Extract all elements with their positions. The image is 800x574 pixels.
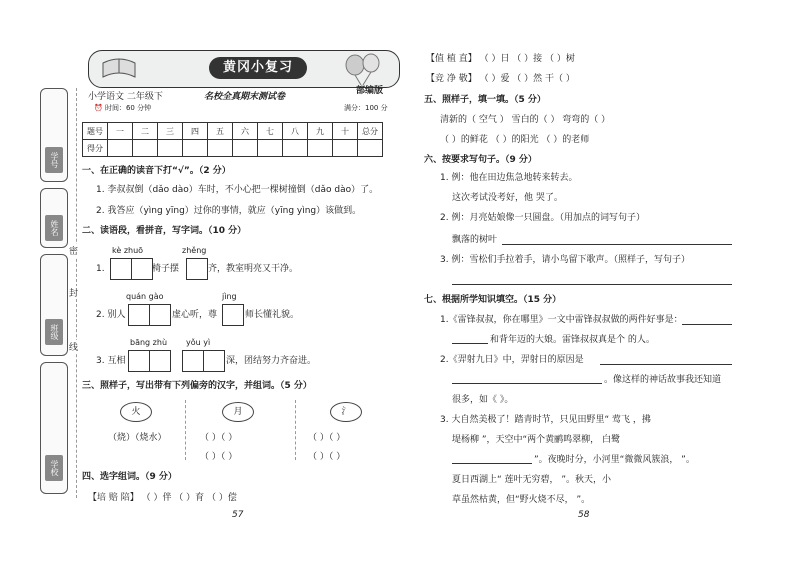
s6-question-2-fill: 飘落的树叶: [452, 235, 498, 245]
s5-row-1: 清新的（ 空气 ） 雪白的（ ） 弯弯的（ ）: [440, 115, 611, 125]
section-5-title: 五、照样子，填一填。（5 分）: [424, 95, 546, 105]
s4-row-1: 【培 赔 陪】 （ ）伴 （ ）育 （ ）偿: [88, 493, 237, 503]
score-cell: 二: [133, 123, 158, 140]
name-label: 姓名: [45, 215, 63, 241]
score-input[interactable]: [258, 140, 283, 157]
s4-row-2: 【值 植 直】 （ ）日 （ ）接 （ ）树: [426, 54, 575, 64]
student-id-box: [40, 88, 68, 182]
s6-question-2: 2. 例：月亮姑娘像一只圆盘。（用加点的词写句子）: [440, 213, 645, 223]
s2-q1-number: 1.: [96, 264, 105, 274]
page-number-right: 58: [578, 510, 590, 520]
section-3-title: 三、照样子，写出带有下列偏旁的汉字，并组词。（5 分）: [82, 381, 312, 391]
score-cell: 得分: [83, 140, 108, 157]
score-header-row: [83, 123, 383, 140]
score-value-row: [83, 140, 383, 157]
s7-question-3-line-4: 夏日西湖上“ 莲叶无穷碧， ”。秋天，小: [452, 475, 612, 485]
score-cell: 七: [258, 123, 283, 140]
pinyin-kezhuo: kè zhuō: [112, 246, 144, 255]
balloons-icon: [339, 53, 389, 85]
school-label: 学校: [45, 455, 63, 481]
score-cell: 五: [208, 123, 233, 140]
s2-q3-text-c: 深，团结努力齐奋进。: [226, 356, 317, 366]
s6-question-1: 1. 例：他在田边焦急地转来转去。: [440, 173, 578, 183]
s3-blank-water[interactable]: （ ）（ ）: [308, 433, 346, 443]
pinyin-bangzhu: bāng zhù: [130, 338, 168, 347]
write-box-jing[interactable]: [222, 304, 244, 326]
seal-char-mi: 密: [69, 244, 78, 257]
write-boxes-quangao[interactable]: [128, 304, 171, 326]
score-input[interactable]: [133, 140, 158, 157]
s2-q1-text-b: 齐，教室明亮又干净。: [208, 264, 299, 274]
time-limit: [94, 103, 151, 113]
answer-line[interactable]: [452, 343, 488, 344]
s7-question-2: 2.《羿射九日》中，羿射日的原因是: [440, 355, 584, 365]
answer-line[interactable]: [452, 463, 532, 464]
answer-line[interactable]: [502, 244, 732, 245]
s2-q1-text-a: 椅子摆: [152, 264, 180, 274]
score-input[interactable]: [183, 140, 208, 157]
s1-question-2: 2. 我答应（yìng yīng）过你的事情，就应（yīng yìng）该做到。: [96, 206, 362, 216]
seal-char-feng: 封: [69, 286, 78, 299]
binding-sidebar: [40, 88, 70, 498]
score-table: [82, 122, 383, 157]
time-limit-text: 时间：60 分钟: [104, 104, 152, 112]
pinyin-jing: jìng: [222, 292, 237, 301]
score-input[interactable]: [358, 140, 383, 157]
score-input[interactable]: [158, 140, 183, 157]
pinyin-quangao: quán gào: [126, 292, 164, 301]
section-2-title: 二、读语段，看拼音，写字词。（10 分）: [82, 226, 247, 236]
s7-question-2-example: 很多，如《 》。: [452, 395, 514, 405]
radical-water: 氵: [330, 402, 362, 422]
edition-label: 部编版: [356, 86, 384, 96]
s7-question-1-cont: 和背年迈的大娘。雷锋叔叔真是个 的人。: [490, 335, 655, 345]
write-boxes-bangzhu[interactable]: [128, 350, 171, 372]
s3-example: （烧）（烧水）: [108, 433, 167, 443]
score-input[interactable]: [283, 140, 308, 157]
section-1-title: 一、在正确的读音下打“√”。（2 分）: [82, 166, 231, 176]
s7-question-3-line-2: 堤杨柳 ”，天空中“两个黄鹂鸣翠柳， 白鹭: [452, 435, 621, 445]
score-cell: 六: [233, 123, 258, 140]
score-input[interactable]: [108, 140, 133, 157]
s7-question-1: 1.《雷锋叔叔，你在哪里》一文中雷锋叔叔做的两件好事是：: [440, 315, 683, 325]
pinyin-zheng: zhěng: [182, 246, 207, 255]
pinyin-youyi: yǒu yì: [186, 338, 211, 347]
s3-blank-moon-2[interactable]: （ ）（ ）: [200, 452, 238, 462]
score-cell: 四: [183, 123, 208, 140]
score-input[interactable]: [233, 140, 258, 157]
answer-line[interactable]: [600, 364, 732, 365]
s2-q2-text-b: 虚心听，尊: [172, 310, 218, 320]
write-box-zheng[interactable]: [186, 258, 208, 280]
score-cell: 总分: [358, 123, 383, 140]
section-7-title: 七、根据所学知识填空。（15 分）: [424, 295, 562, 305]
class-box: [40, 254, 68, 356]
exam-name: 名校全真期末测试卷: [204, 92, 286, 102]
s7-question-3-line-3: ”。夜晚时分，小河里“微微风簇浪， ”。: [534, 455, 695, 465]
radical-fire: 火: [120, 402, 152, 422]
answer-line[interactable]: [452, 284, 732, 285]
score-cell: 题号: [83, 123, 108, 140]
book-icon: [99, 55, 139, 83]
seal-char-xian: 线: [69, 340, 78, 353]
score-cell: 十: [333, 123, 358, 140]
score-input[interactable]: [333, 140, 358, 157]
score-cell: 三: [158, 123, 183, 140]
answer-line[interactable]: [452, 383, 602, 384]
s5-row-2: （ ）的鲜花 （ ）的阳光 （ ）的老师: [440, 135, 590, 145]
full-score: 满分：100 分: [344, 104, 388, 112]
s3-blank-water-2[interactable]: （ ）（ ）: [308, 452, 346, 462]
write-boxes-youyi[interactable]: [182, 350, 225, 372]
class-label: 班级: [45, 319, 63, 345]
s1-question-1: 1. 李叔叔倒（dǎo dào）车时，不小心把一棵树撞倒（dǎo dào）了。: [96, 185, 379, 195]
score-cell: 八: [283, 123, 308, 140]
section-6-title: 六、按要求写句子。（9 分）: [424, 155, 537, 165]
s2-q3-text-a: 3. 互相: [96, 356, 126, 366]
s6-question-3: 3. 例：雪松们手拉着手，请小鸟留下歌声。（照样子，写句子）: [440, 255, 690, 265]
s2-q2-text-c: 师长懂礼貌。: [245, 310, 300, 320]
school-box: [40, 362, 68, 494]
score-input[interactable]: [308, 140, 333, 157]
name-box: [40, 188, 68, 248]
section-4-title: 四、选字组词。（9 分）: [82, 472, 177, 482]
clock-icon: ⏰: [94, 104, 103, 112]
score-input[interactable]: [208, 140, 233, 157]
s6-question-1-fill: 这次考试没考好，他 哭了。: [452, 193, 563, 203]
s2-q2-text-a: 2. 别人: [96, 310, 126, 320]
page-number-left: 57: [232, 510, 244, 520]
s3-blank-moon[interactable]: （ ）（ ）: [200, 433, 238, 443]
student-id-label: 学号: [45, 147, 63, 173]
s7-question-3: 3. 大自然美极了！踏青时节，只见田野里“ 莺飞 ，拂: [440, 415, 651, 425]
brand-title: 黄冈小复习: [209, 57, 307, 79]
subject-grade: 小学语文 二年级下: [88, 92, 163, 102]
s7-question-3-line-5: 草虽然枯黄，但“野火烧不尽， ”。: [452, 495, 591, 505]
s4-row-3: 【竞 净 敬】 （ ）爱 （ ）然 干（ ）: [426, 74, 575, 84]
answer-line[interactable]: [682, 324, 732, 325]
score-cell: 九: [308, 123, 333, 140]
score-cell: 一: [108, 123, 133, 140]
header-banner: [88, 50, 400, 88]
write-boxes-kezhuo[interactable]: [110, 258, 153, 280]
radical-moon: 月: [222, 402, 254, 422]
s7-question-2-cont: 。像这样的神话故事我还知道: [604, 375, 722, 385]
